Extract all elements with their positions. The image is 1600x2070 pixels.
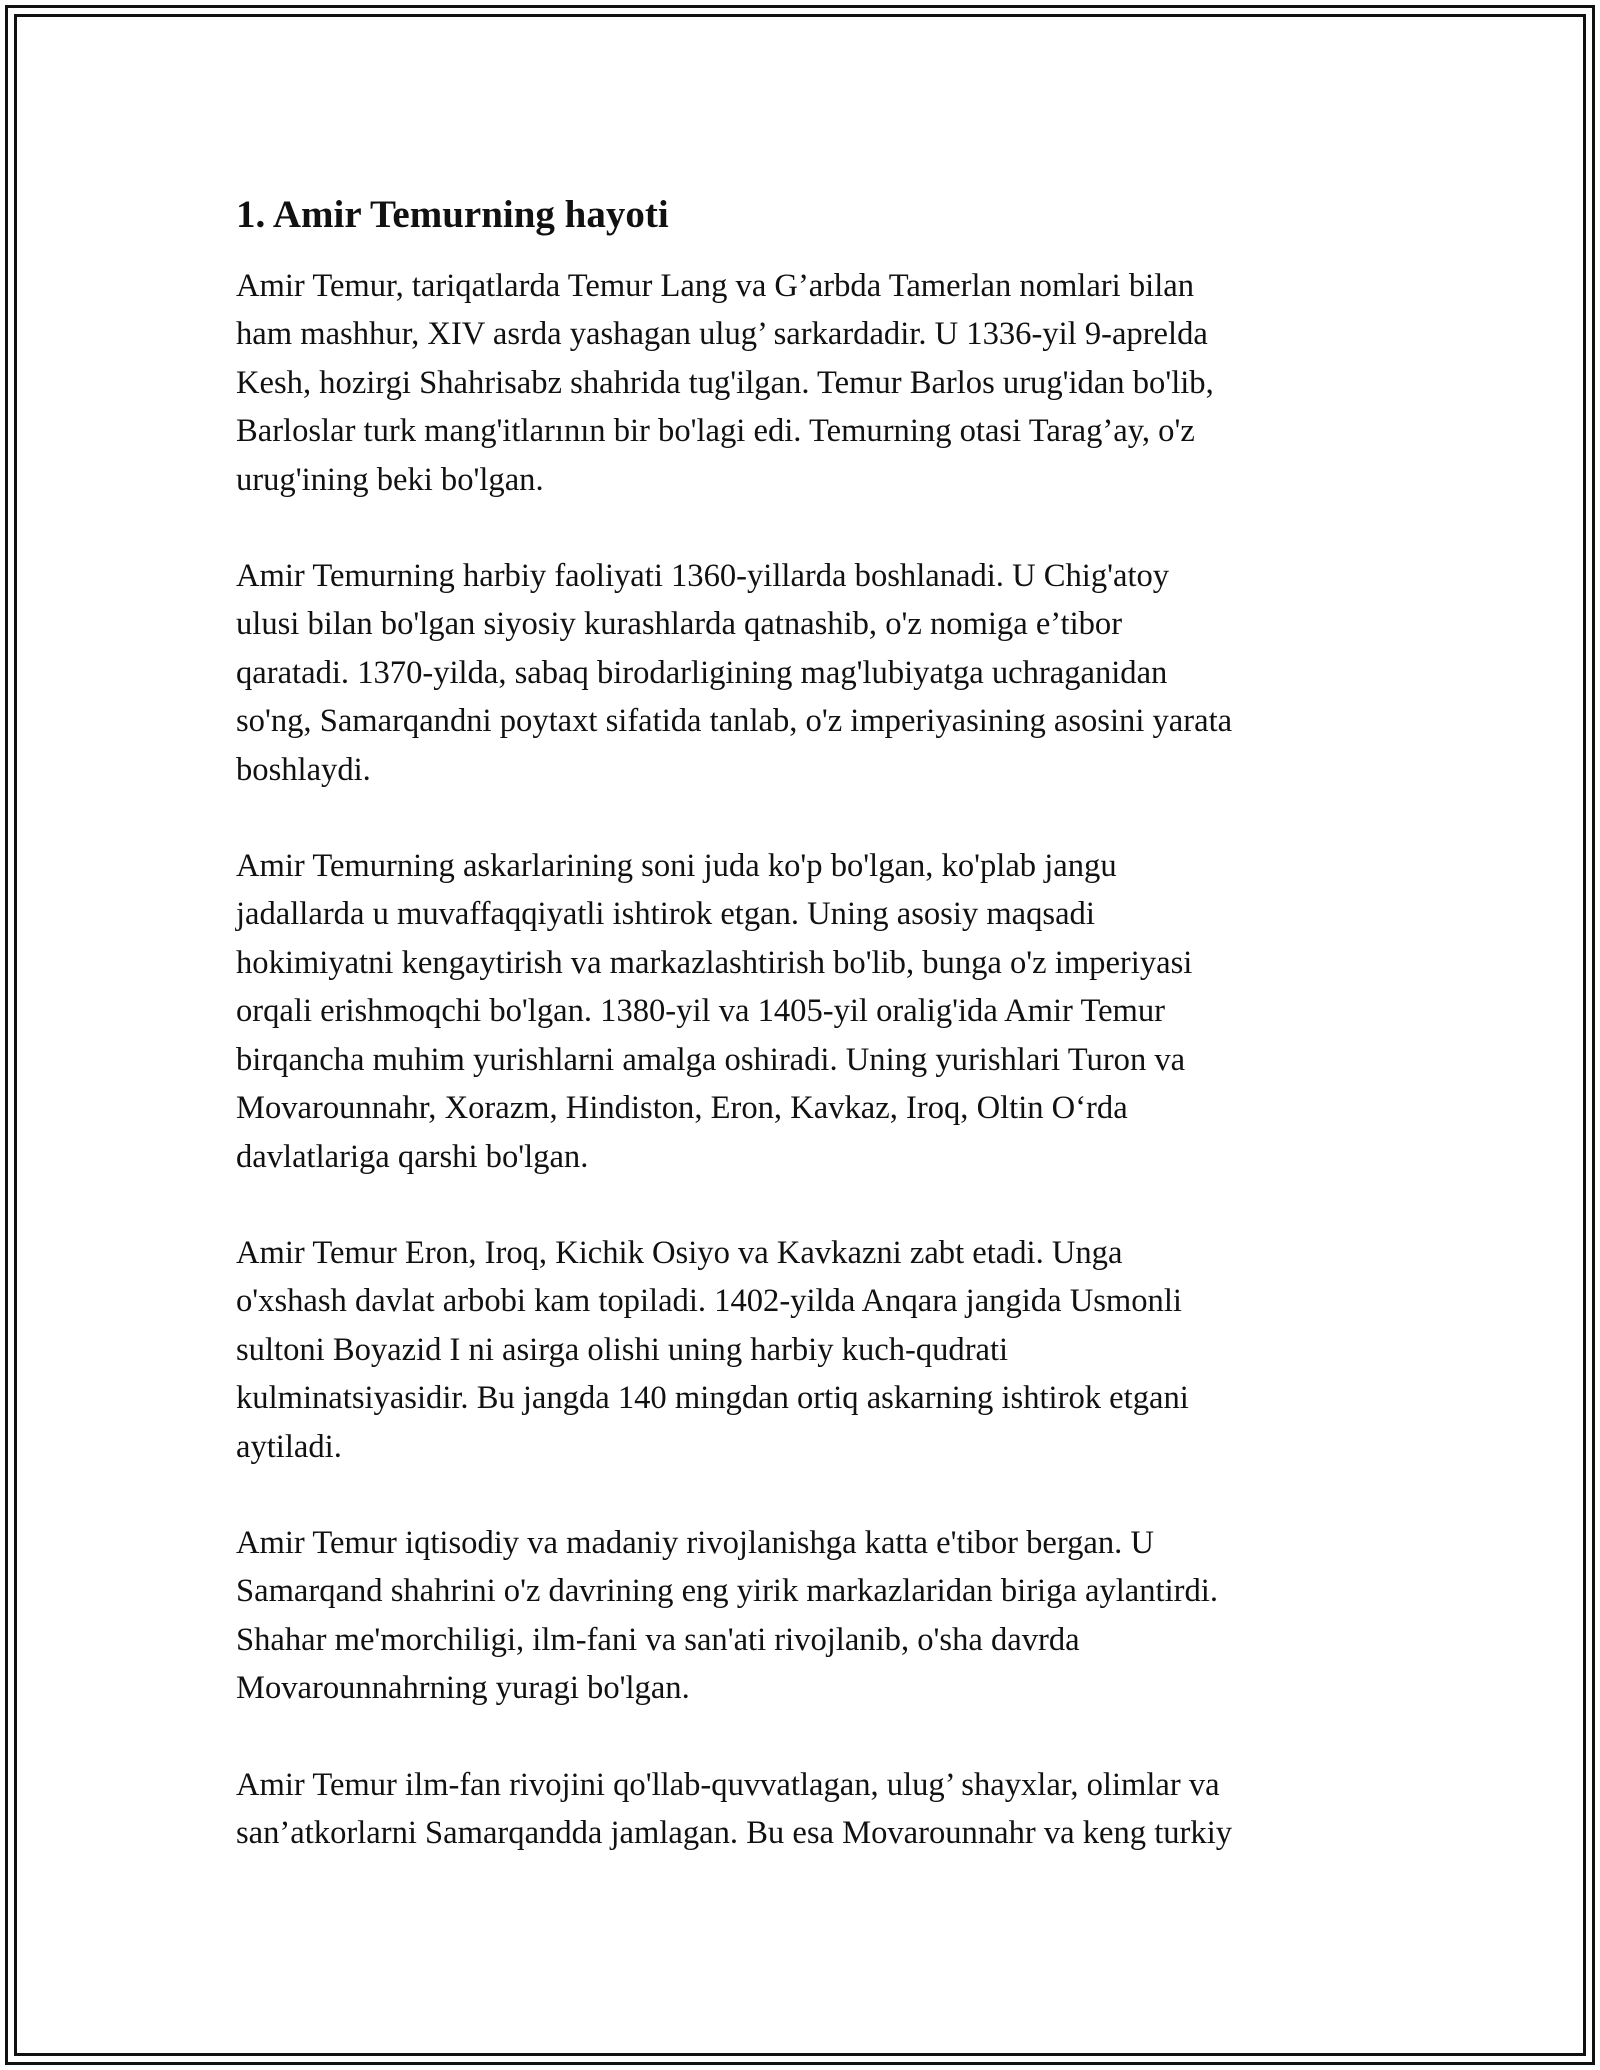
paragraph-3: Amir Temurning askarlarining soni juda ko'p bo'lgan, ko'plab jangu jadallarda u muvaffaqqiyatli ishtirok etgan. Uning asosiy maqsadi hokimiyatni kengaytirish va markazlashtirish bo'lib, bunga o'z imperiyasi orqali erishmoqchi bo'lgan. 1380-yil va 1405-yil oralig'ida Amir Temur birqancha muhim yurishlarni amalga oshiradi. Uning yurishlari Turon va Movarounnahr, Xorazm, Hindiston, Eron, Kavkaz, Iroq, Oltin O‘rda davlatlariga qarshi bo'lgan. xyxy=(236,848,1193,1175)
paragraph-5: Amir Temur iqtisodiy va madaniy rivojlanishga katta e'tibor bergan. U Samarqand shahrini o'z davrining eng yirik markazlaridan biriga aylantirdi. Shahar me'morchiligi, ilm-fani va san'ati rivojlanib, o'sha davrda Movarounnahrning yuragi bo'lgan. xyxy=(236,1524,1218,1707)
paragraph-1: Amir Temur, tariqatlarda Temur Lang va G’arbda Tamerlan nomlari bilan ham mashhur, XIV asrda yashagan ulug’ sarkardadir. U 1336-yil 9-aprelda Kesh, hozirgi Shahrisabz shahrida tug'ilgan. Temur Barlos urug'idan bo'lib, Barloslar turk mang'itlarının bir bo'lagi edi. Temurning otasi Tarag’ay, o'z urug'ining beki bo'lgan. xyxy=(236,268,1214,498)
document-body xyxy=(236,188,1386,1857)
paragraph-6: Amir Temur ilm-fan rivojini qo'llab-quvvatlagan, ulug’ shayxlar, olimlar va san’atkorlarni Samarqandda jamlagan. Bu esa Movarounnahr va keng turkiy xyxy=(236,1766,1233,1851)
section-heading: 1. Amir Temurning hayoti xyxy=(236,193,669,236)
paragraph-4: Amir Temur Eron, Iroq, Kichik Osiyo va Kavkazni zabt etadi. Unga o'xshash davlat arbobi kam topiladi. 1402-yilda Anqara jangida Usmonli sultoni Boyazid I ni asirga olishi uning harbiy kuch-qudrati kulminatsiyasidir. Bu jangda 140 mingdan ortiq askarning ishtirok etgani aytiladi. xyxy=(236,1234,1189,1465)
paragraph-2: Amir Temurning harbiy faoliyati 1360-yillarda boshlanadi. U Chig'atoy ulusi bilan bo'lgan siyosiy kurashlarda qatnashib, o'z nomiga e’tibor qaratadi. 1370-yilda, sabaq birodarligining mag'lubiyatga uchraganidan so'ng, Samarqandni poytaxt sifatida tanlab, o'z imperiyasining asosini yarata boshlaydi. xyxy=(236,558,1233,788)
